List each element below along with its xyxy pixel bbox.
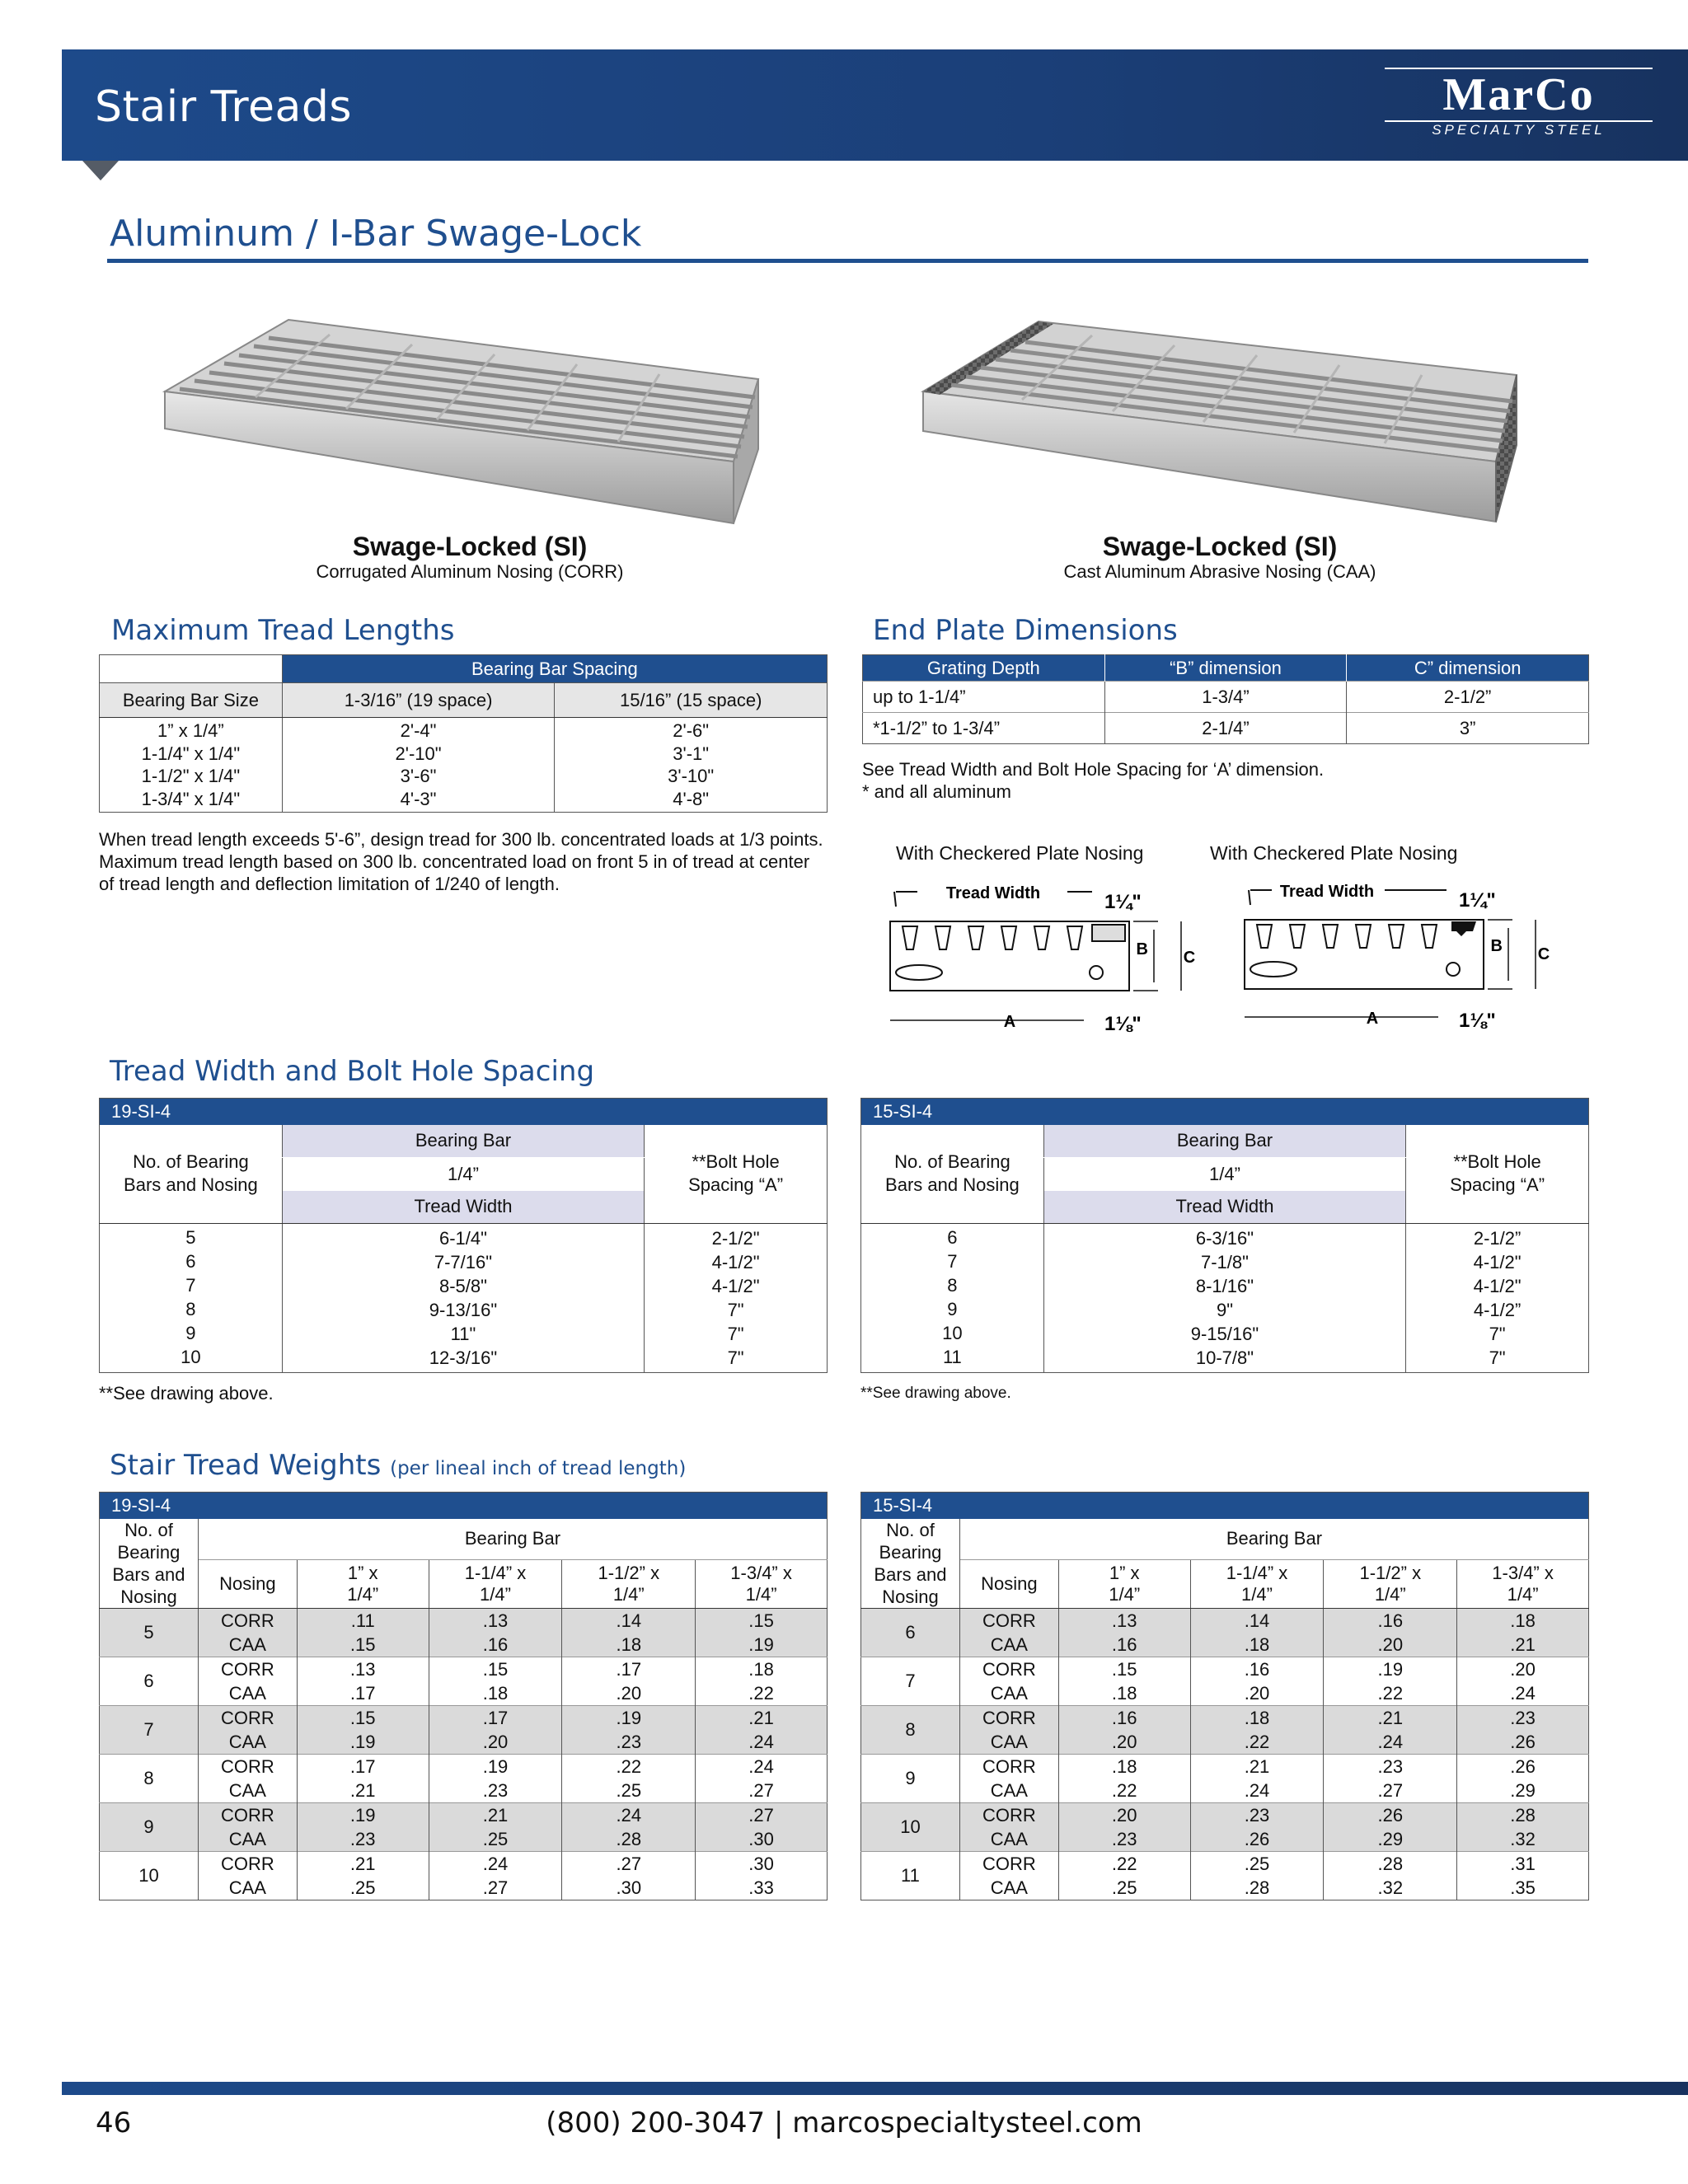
weight-value: .30: [696, 1851, 828, 1876]
table-row: [861, 1851, 1589, 1876]
c-label: C: [1183, 949, 1196, 967]
weight-value: .20: [562, 1681, 696, 1706]
col-header: 1-3/4” x 1/4”: [1457, 1560, 1589, 1608]
weight-value: .15: [1058, 1657, 1190, 1681]
nosing-type: CORR: [198, 1851, 297, 1876]
end-plate-note: [862, 758, 1587, 803]
company-logo: [1376, 68, 1661, 142]
col-header: “B” dimension: [1104, 655, 1347, 682]
weight-value: .16: [429, 1633, 562, 1657]
bolt-spacing: 2-1/2" 4-1/2" 4-1/2" 7" 7" 7": [645, 1224, 828, 1373]
nosing-type: CAA: [198, 1779, 297, 1803]
weight-value: .29: [1324, 1827, 1457, 1852]
weight-value: .20: [1190, 1681, 1324, 1706]
weight-value: .19: [297, 1802, 429, 1827]
table-row: [861, 1802, 1589, 1827]
product-subtitle: Cast Aluminum Abrasive Nosing (CAA): [1063, 561, 1376, 582]
table-row: [100, 1802, 828, 1827]
col-header: Bearing Bar: [198, 1519, 827, 1560]
nosing-type: CAA: [198, 1730, 297, 1755]
weight-value: .18: [696, 1657, 828, 1681]
weight-value: .23: [1190, 1802, 1324, 1827]
weight-value: .20: [1324, 1633, 1457, 1657]
weight-value: .13: [429, 1608, 562, 1633]
table-row: [861, 1681, 1589, 1706]
c-dimension: 3”: [1347, 713, 1589, 744]
tread-width-note: **See drawing above.: [860, 1385, 1011, 1402]
weight-value: .21: [1457, 1633, 1589, 1657]
weight-value: .31: [1457, 1851, 1589, 1876]
top-dimension: 1¼": [1104, 891, 1142, 913]
bar-counts: 5 6 7 8 9 10: [181, 1227, 201, 1367]
weight-value: .18: [1457, 1608, 1589, 1633]
bar-count: 8: [861, 1705, 960, 1754]
weight-value: .21: [696, 1705, 828, 1730]
weight-value: .24: [562, 1802, 696, 1827]
table-row: [861, 1633, 1589, 1657]
lengths-15-space: 2'-6" 3'-1" 3'-10" 4'-8": [555, 718, 828, 813]
bar-sizes: 1” x 1/4” 1-1/4" x 1/4" 1-1/2" x 1/4" 1-3/4" x 1/4": [141, 720, 241, 809]
weight-value: .32: [1324, 1876, 1457, 1900]
b-dimension: 1-3/4”: [1104, 682, 1347, 713]
table-row: [100, 1633, 828, 1657]
table-row: [861, 1608, 1589, 1633]
grating-depth: *1-1/2” to 1-3/4”: [863, 713, 1105, 744]
tread-widths: 6-3/16" 7-1/8" 8-1/16" 9" 9-15/16" 10-7/8": [1043, 1224, 1405, 1373]
bar-count: 10: [861, 1802, 960, 1851]
weight-value: .26: [1324, 1802, 1457, 1827]
nosing-type: CORR: [959, 1754, 1058, 1779]
weight-value: .16: [1058, 1633, 1190, 1657]
weight-value: .26: [1457, 1754, 1589, 1779]
col-header: **Bolt Hole Spacing “A”: [645, 1125, 828, 1224]
bottom-dimension: 1⅛": [1104, 1013, 1142, 1035]
nosing-type: CAA: [198, 1681, 297, 1706]
table-row: [100, 1730, 828, 1755]
col-header: Tread Width: [1043, 1191, 1405, 1224]
col-header: C” dimension: [1347, 655, 1589, 682]
col-header: 15/16” (15 space): [555, 683, 828, 718]
weight-value: .24: [1324, 1730, 1457, 1755]
nosing-type: CAA: [959, 1633, 1058, 1657]
product-caption-caa: [997, 532, 1442, 583]
weight-value: .23: [1324, 1754, 1457, 1779]
table-row: [861, 1779, 1589, 1803]
weight-value: .15: [297, 1633, 429, 1657]
nosing-type: CAA: [959, 1681, 1058, 1706]
nosing-type: CORR: [959, 1802, 1058, 1827]
nosing-type: CORR: [198, 1657, 297, 1681]
b-label: B: [1490, 937, 1503, 955]
weight-value: .21: [297, 1779, 429, 1803]
table-row: [861, 1876, 1589, 1900]
weight-value: .22: [1058, 1779, 1190, 1803]
col-header: Bearing Bar Size: [100, 683, 283, 718]
weight-value: .24: [1190, 1779, 1324, 1803]
table-row: [861, 1754, 1589, 1779]
weight-value: .18: [1058, 1754, 1190, 1779]
col-header: Nosing: [198, 1560, 297, 1608]
grating-depth: up to 1-1/4”: [863, 682, 1105, 713]
bar-count: 6: [100, 1657, 199, 1705]
c-label: C: [1537, 945, 1550, 963]
weight-value: .25: [297, 1876, 429, 1900]
weight-value: .18: [1190, 1705, 1324, 1730]
weight-value: .26: [1190, 1827, 1324, 1852]
bar-count: 11: [861, 1851, 960, 1900]
col-header: 1-1/2” x 1/4”: [562, 1560, 696, 1608]
weights-table-19: [99, 1492, 828, 1900]
weight-value: .21: [1190, 1754, 1324, 1779]
end-plate-title: End Plate Dimensions: [873, 614, 1178, 647]
weight-value: .33: [696, 1876, 828, 1900]
bar-count: 7: [100, 1705, 199, 1754]
weight-value: .24: [1457, 1681, 1589, 1706]
bar-count: 9: [861, 1754, 960, 1802]
bar-count: 9: [100, 1802, 199, 1851]
nosing-type: CORR: [198, 1754, 297, 1779]
col-header: 1-3/16” (19 space): [282, 683, 555, 718]
weight-value: .13: [297, 1657, 429, 1681]
header-title: Stair Treads: [95, 82, 352, 132]
footer-contact: (800) 200-3047 | marcospecialtysteel.com: [546, 2107, 1142, 2139]
bar-count: 8: [100, 1754, 199, 1802]
col-header: 1/4”: [1043, 1158, 1405, 1191]
weight-value: .29: [1457, 1779, 1589, 1803]
weights-title-note: (per lineal inch of tread length): [390, 1458, 687, 1479]
weight-value: .27: [429, 1876, 562, 1900]
table-row: [100, 1754, 828, 1779]
bar-count: 7: [861, 1657, 960, 1705]
tread-width-label: Tread Width: [1279, 883, 1375, 901]
table-row: [100, 1681, 828, 1706]
nosing-type: CAA: [198, 1633, 297, 1657]
weight-value: .23: [562, 1730, 696, 1755]
a-label: A: [1366, 1010, 1379, 1028]
tread-width-label: Tread Width: [945, 884, 1041, 902]
page-header: [62, 49, 1688, 161]
tread-width-table-19: [99, 1098, 828, 1373]
bar-counts: 6 7 8 9 10 11: [942, 1227, 963, 1367]
col-header: No. of Bearing Bars and Nosing: [100, 1125, 283, 1224]
table-row: [861, 1730, 1589, 1755]
product-subtitle: Corrugated Aluminum Nosing (CORR): [316, 561, 624, 582]
col-header: 1-1/4” x 1/4”: [1190, 1560, 1324, 1608]
bar-count: 6: [861, 1608, 960, 1657]
weight-value: .17: [297, 1681, 429, 1706]
weights-table-15: [860, 1492, 1589, 1900]
end-plate-drawing-2: [1240, 872, 1554, 1037]
end-plate-table: [862, 654, 1589, 744]
weight-value: .30: [696, 1827, 828, 1852]
col-header: 1-1/4” x 1/4”: [429, 1560, 562, 1608]
weight-value: .21: [297, 1851, 429, 1876]
table-row: [100, 1851, 828, 1876]
max-lengths-table: [99, 654, 828, 813]
col-header: 1-3/4” x 1/4”: [696, 1560, 828, 1608]
bottom-dimension: 1⅛": [1459, 1010, 1496, 1032]
nosing-type: CORR: [198, 1802, 297, 1827]
weight-value: .25: [429, 1827, 562, 1852]
tread-width-table-15: [860, 1098, 1589, 1373]
weight-value: .19: [562, 1705, 696, 1730]
end-plate-drawing-1: [886, 874, 1199, 1038]
table-id: 15-SI-4: [861, 1099, 1589, 1125]
tread-widths: 6-1/4" 7-7/16" 8-5/8" 9-13/16" 11" 12-3/16": [282, 1224, 644, 1373]
col-header: Nosing: [959, 1560, 1058, 1608]
weight-value: .17: [429, 1705, 562, 1730]
col-header: Bearing Bar: [282, 1125, 644, 1158]
nosing-type: CORR: [959, 1851, 1058, 1876]
drawing-label: With Checkered Plate Nosing: [896, 842, 1144, 864]
tread-width-note: **See drawing above.: [99, 1383, 274, 1404]
table-row: [100, 1876, 828, 1900]
nosing-type: CAA: [198, 1876, 297, 1900]
weight-value: .13: [1058, 1608, 1190, 1633]
weight-value: .22: [1190, 1730, 1324, 1755]
nosing-type: CAA: [198, 1827, 297, 1852]
col-header: 1/4”: [282, 1158, 644, 1191]
weight-value: .27: [562, 1851, 696, 1876]
weight-value: .25: [1190, 1851, 1324, 1876]
weight-value: .22: [696, 1681, 828, 1706]
weight-value: .27: [696, 1779, 828, 1803]
top-dimension: 1¼": [1459, 889, 1496, 912]
table-row: [100, 1827, 828, 1852]
weights-title-text: Stair Tread Weights: [110, 1449, 382, 1482]
bar-count: 10: [100, 1851, 199, 1900]
group-header: Bearing Bar Spacing: [282, 655, 827, 683]
weight-value: .19: [429, 1754, 562, 1779]
weights-title: [110, 1449, 686, 1482]
a-label: A: [1003, 1013, 1016, 1031]
weight-value: .24: [696, 1754, 828, 1779]
weight-value: .20: [1058, 1802, 1190, 1827]
col-header: Bearing Bar: [959, 1519, 1588, 1560]
weight-value: .16: [1190, 1657, 1324, 1681]
col-header: Bearing Bar: [1043, 1125, 1405, 1158]
end-plate-note-line: * and all aluminum: [862, 781, 1011, 802]
bar-count: 5: [100, 1608, 199, 1657]
b-label: B: [1136, 940, 1148, 958]
weight-value: .21: [429, 1802, 562, 1827]
weight-value: .19: [297, 1730, 429, 1755]
col-header: Tread Width: [282, 1191, 644, 1224]
lengths-19-space: 2'-4" 2'-10" 3'-6" 4'-3": [282, 718, 555, 813]
weight-value: .26: [1457, 1730, 1589, 1755]
weight-value: .20: [1457, 1657, 1589, 1681]
weight-value: .11: [297, 1608, 429, 1633]
weight-value: .16: [1324, 1608, 1457, 1633]
weight-value: .28: [562, 1827, 696, 1852]
nosing-type: CAA: [959, 1876, 1058, 1900]
weight-value: .15: [297, 1705, 429, 1730]
nosing-type: CORR: [198, 1705, 297, 1730]
page-number: 46: [96, 2107, 132, 2139]
end-plate-note-line: See Tread Width and Bolt Hole Spacing for ‘A’ dimension.: [862, 759, 1325, 780]
logo-name: MarCo: [1442, 69, 1595, 120]
nosing-type: CAA: [959, 1779, 1058, 1803]
section-divider: [107, 259, 1588, 263]
max-lengths-title: Maximum Tread Lengths: [111, 614, 455, 647]
footer-bar: [62, 2082, 1688, 2095]
header-pointer: [82, 161, 119, 180]
weight-value: .22: [562, 1754, 696, 1779]
weight-value: .17: [562, 1657, 696, 1681]
col-header: 1” x 1/4”: [297, 1560, 429, 1608]
product-title: Swage-Locked (SI): [352, 532, 588, 561]
weight-value: .22: [1324, 1681, 1457, 1706]
col-header: **Bolt Hole Spacing “A”: [1406, 1125, 1589, 1224]
weight-value: .18: [429, 1681, 562, 1706]
logo-subtitle: SPECIALTY STEEL: [1432, 122, 1606, 138]
table-id: 15-SI-4: [861, 1493, 1589, 1519]
table-row: [861, 1827, 1589, 1852]
weight-value: .25: [562, 1779, 696, 1803]
weight-value: .19: [1324, 1657, 1457, 1681]
c-dimension: 2-1/2”: [1347, 682, 1589, 713]
weight-value: .27: [696, 1802, 828, 1827]
weight-value: .16: [1058, 1705, 1190, 1730]
nosing-type: CORR: [959, 1608, 1058, 1633]
nosing-type: CAA: [959, 1827, 1058, 1852]
bolt-spacing: 2-1/2” 4-1/2" 4-1/2" 4-1/2” 7" 7": [1406, 1224, 1589, 1373]
weight-value: .19: [696, 1633, 828, 1657]
col-header: No. of Bearing Bars and Nosing: [861, 1125, 1044, 1224]
weight-value: .24: [696, 1730, 828, 1755]
weight-value: .23: [297, 1827, 429, 1852]
weight-value: .22: [1058, 1851, 1190, 1876]
weight-value: .18: [1190, 1633, 1324, 1657]
weight-value: .28: [1190, 1876, 1324, 1900]
table-row: [100, 1705, 828, 1730]
section-title: Aluminum / I-Bar Swage-Lock: [110, 213, 642, 255]
tread-photo-caa: [915, 309, 1525, 527]
weight-value: .32: [1457, 1827, 1589, 1852]
nosing-type: CORR: [959, 1657, 1058, 1681]
col-header: 1-1/2” x 1/4”: [1324, 1560, 1457, 1608]
weight-value: .35: [1457, 1876, 1589, 1900]
weight-value: .27: [1324, 1779, 1457, 1803]
weight-value: .21: [1324, 1705, 1457, 1730]
table-id: 19-SI-4: [100, 1493, 828, 1519]
nosing-type: CORR: [959, 1705, 1058, 1730]
tread-photo-corr: [157, 305, 767, 527]
weight-value: .15: [696, 1608, 828, 1633]
product-caption-corr: [247, 532, 692, 583]
nosing-type: CAA: [959, 1730, 1058, 1755]
max-lengths-note: When tread length exceeds 5'-6”, design tread for 300 lb. concentrated loads at 1/3 points. Maximum tread length based on 300 lb. concentrated load on front 5 in of tread at center of tread length and deflection limitation of 1/240 of length.: [99, 829, 823, 894]
weight-value: .23: [1457, 1705, 1589, 1730]
weight-value: .25: [1058, 1876, 1190, 1900]
weight-value: .17: [297, 1754, 429, 1779]
weight-value: .30: [562, 1876, 696, 1900]
col-header: Grating Depth: [863, 655, 1105, 682]
weight-value: .15: [429, 1657, 562, 1681]
weight-value: .14: [562, 1608, 696, 1633]
weight-value: .28: [1324, 1851, 1457, 1876]
table-row: [100, 1657, 828, 1681]
weight-value: .24: [429, 1851, 562, 1876]
weight-value: .18: [1058, 1681, 1190, 1706]
table-row: [861, 1657, 1589, 1681]
table-id: 19-SI-4: [100, 1099, 828, 1125]
col-header: No. of Bearing Bars and Nosing: [100, 1519, 199, 1609]
table-row: [100, 1608, 828, 1633]
weight-value: .20: [1058, 1730, 1190, 1755]
drawing-label: With Checkered Plate Nosing: [1210, 842, 1458, 864]
weight-value: .23: [429, 1779, 562, 1803]
table-row: [100, 1779, 828, 1803]
table-row: [861, 1705, 1589, 1730]
weight-value: .14: [1190, 1608, 1324, 1633]
weight-value: .23: [1058, 1827, 1190, 1852]
weight-value: .28: [1457, 1802, 1589, 1827]
b-dimension: 2-1/4”: [1104, 713, 1347, 744]
product-title: Swage-Locked (SI): [1102, 532, 1338, 561]
weight-value: .18: [562, 1633, 696, 1657]
nosing-type: CORR: [198, 1608, 297, 1633]
col-header: No. of Bearing Bars and Nosing: [861, 1519, 960, 1609]
col-header: 1” x 1/4”: [1058, 1560, 1190, 1608]
tread-width-title: Tread Width and Bolt Hole Spacing: [110, 1055, 595, 1088]
weight-value: .20: [429, 1730, 562, 1755]
